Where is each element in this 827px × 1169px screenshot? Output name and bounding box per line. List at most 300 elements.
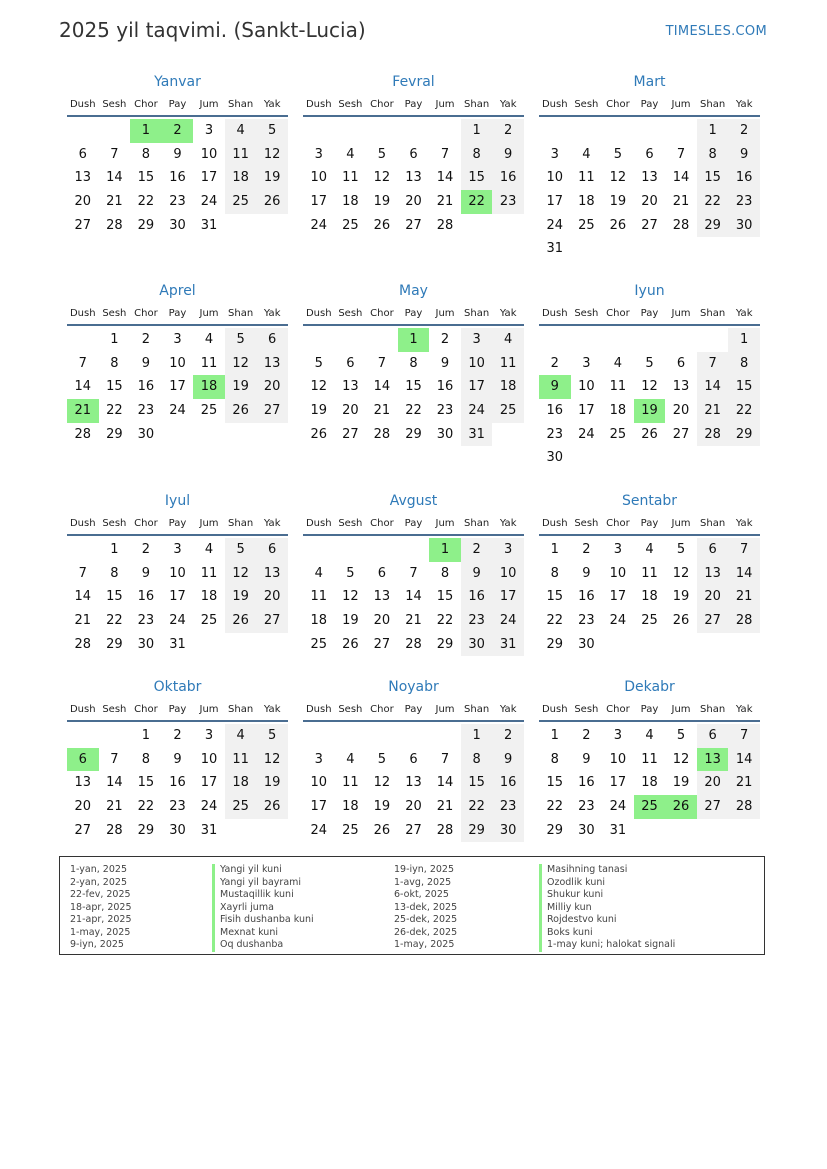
day-cell: 2: [173, 728, 182, 743]
day-cell: 21: [728, 771, 760, 795]
day-cell: 27: [405, 822, 422, 838]
weekday-label: Dush: [69, 704, 96, 715]
day-cell: 29: [546, 636, 564, 652]
weekday-label: Sesh: [102, 518, 127, 529]
day-cell: 11: [609, 379, 627, 395]
day-cell: 23: [461, 609, 493, 633]
day-cell: 27: [697, 609, 729, 633]
weekday-label: Chor: [370, 518, 394, 529]
day-cell: 22: [546, 613, 564, 629]
day-cell: 23: [492, 190, 524, 214]
holiday-day-cell: 6: [67, 748, 99, 772]
weekday-header: [303, 702, 524, 718]
month-7: [67, 492, 288, 656]
day-cell: 13: [405, 170, 422, 186]
legend-holiday-name: Xayrli juma: [212, 902, 314, 915]
day-cell: 24: [578, 426, 595, 442]
empty-cell: [335, 119, 367, 143]
holiday-day-cell: 9: [539, 375, 571, 399]
day-cell: 24: [169, 403, 186, 419]
day-cell: 14: [728, 748, 760, 772]
week-row: [303, 143, 524, 167]
empty-cell: [665, 328, 697, 352]
empty-cell: [728, 446, 760, 470]
day-cell: 5: [225, 538, 257, 562]
month-name: Oktabr: [153, 679, 202, 695]
day-cell: 18: [641, 775, 658, 791]
day-cell: 1: [697, 119, 729, 143]
day-cell: 9: [440, 355, 450, 371]
day-cell: 22: [697, 190, 729, 214]
day-cell: 22: [137, 799, 155, 815]
day-cell: 23: [578, 799, 595, 815]
day-cell: 12: [256, 748, 288, 772]
legend-dates-left: [70, 864, 132, 952]
day-cell: 6: [346, 355, 355, 371]
week-row: [67, 538, 288, 562]
weekday-label: Shan: [464, 99, 490, 110]
day-cell: 18: [225, 166, 257, 190]
week-row: [539, 399, 760, 423]
day-cell: 29: [106, 636, 123, 652]
day-cell: 12: [609, 170, 627, 186]
empty-cell: [303, 724, 335, 748]
day-cell: 8: [550, 751, 559, 767]
weekday-label: Chor: [606, 308, 630, 319]
week-row: [303, 819, 524, 843]
weekday-label: Chor: [606, 99, 630, 110]
day-cell: 1: [461, 119, 493, 143]
day-cell: 23: [169, 799, 186, 815]
week-row: [539, 375, 760, 399]
day-cell: 20: [74, 194, 92, 210]
day-cell: 16: [578, 589, 595, 605]
weekday-label: Pay: [168, 308, 187, 319]
weekday-label: Jum: [671, 308, 691, 319]
day-cell: 3: [204, 123, 214, 138]
week-row: [67, 214, 288, 238]
day-cell: 26: [672, 613, 690, 629]
day-cell: 25: [225, 190, 257, 214]
empty-cell: [67, 328, 99, 352]
weekday-header: [67, 516, 288, 532]
weekday-label: Shan: [700, 704, 726, 715]
day-cell: 10: [169, 565, 186, 581]
day-cell: 13: [373, 589, 391, 605]
weekday-label: Shan: [228, 308, 254, 319]
week-row: [539, 724, 760, 748]
weekday-label: Dush: [69, 308, 96, 319]
day-cell: 9: [492, 748, 524, 772]
day-cell: 29: [461, 819, 493, 843]
weekday-header: [67, 97, 288, 113]
month-3: [539, 73, 760, 261]
empty-cell: [571, 237, 603, 261]
day-cell: 28: [405, 636, 422, 652]
day-cell: 26: [609, 217, 627, 233]
weekday-label: Jum: [671, 99, 691, 110]
weekday-label: Shan: [228, 99, 254, 110]
day-cell: 5: [613, 146, 623, 162]
weekday-label: Chor: [134, 308, 158, 319]
day-cell: 2: [492, 119, 524, 143]
day-cell: 9: [492, 143, 524, 167]
day-cell: 28: [74, 636, 92, 652]
day-cell: 23: [546, 426, 564, 442]
brand-link[interactable]: TIMESLES.COM: [665, 24, 767, 39]
weekday-header: [539, 306, 760, 322]
day-cell: 19: [672, 775, 690, 791]
month-6: [539, 282, 760, 470]
day-cell: 3: [613, 542, 623, 557]
day-cell: 2: [582, 728, 591, 743]
week-row: [539, 237, 760, 261]
weekday-header: [539, 516, 760, 532]
day-cell: 20: [697, 585, 729, 609]
day-cell: 30: [546, 450, 564, 466]
legend-date: 1-yan, 2025: [70, 864, 127, 875]
empty-cell: [162, 423, 194, 447]
legend-date: 9-iyn, 2025: [70, 939, 124, 950]
day-cell: 18: [641, 589, 658, 605]
day-cell: 4: [645, 728, 654, 743]
empty-cell: [366, 538, 398, 562]
day-cell: 15: [137, 775, 155, 791]
weekday-header: [303, 516, 524, 532]
day-cell: 10: [609, 751, 627, 767]
day-cell: 14: [728, 562, 760, 586]
day-cell: 16: [728, 166, 760, 190]
week-row: [67, 119, 288, 143]
day-cell: 6: [409, 146, 418, 162]
day-cell: 12: [373, 170, 391, 186]
day-cell: 21: [697, 399, 729, 423]
day-cell: 24: [169, 613, 186, 629]
day-cell: 1: [461, 724, 493, 748]
weekday-label: Pay: [640, 704, 659, 715]
day-cell: 20: [405, 194, 422, 210]
week-row: [303, 585, 524, 609]
legend-holiday-name: Yangi yil bayrami: [212, 877, 314, 890]
day-cell: 27: [74, 217, 92, 233]
empty-cell: [225, 423, 257, 447]
day-cell: 11: [310, 589, 328, 605]
day-cell: 24: [310, 217, 328, 233]
day-cell: 13: [256, 562, 288, 586]
month-10: [67, 678, 288, 842]
week-row: [67, 190, 288, 214]
weekday-label: Sesh: [574, 308, 599, 319]
day-cell: 19: [256, 771, 288, 795]
week-row: [539, 166, 760, 190]
weekday-label: Yak: [263, 704, 281, 715]
day-cell: 17: [310, 194, 328, 210]
legend-names-left: [212, 864, 314, 952]
day-cell: 31: [200, 822, 218, 838]
empty-cell: [571, 119, 603, 143]
weekday-label: Jum: [199, 99, 219, 110]
day-cell: 27: [256, 399, 288, 423]
week-row: [303, 328, 524, 352]
day-cell: 20: [672, 403, 690, 419]
day-cell: 4: [314, 565, 323, 581]
weekday-label: Sesh: [338, 704, 363, 715]
day-cell: 5: [377, 751, 387, 767]
day-cell: 3: [492, 538, 524, 562]
day-cell: 15: [106, 379, 123, 395]
weekday-label: Pay: [404, 99, 423, 110]
weekday-label: Dush: [541, 308, 568, 319]
weekday-label: Pay: [640, 518, 659, 529]
week-row: [539, 771, 760, 795]
empty-cell: [602, 119, 634, 143]
day-cell: 10: [200, 146, 218, 162]
weekday-label: Dush: [541, 518, 568, 529]
day-cell: 19: [225, 585, 257, 609]
day-cell: 9: [141, 565, 151, 581]
day-cell: 3: [173, 332, 182, 347]
day-cell: 20: [256, 375, 288, 399]
day-cell: 23: [492, 795, 524, 819]
empty-cell: [571, 446, 603, 470]
empty-cell: [67, 724, 99, 748]
day-cell: 31: [546, 241, 564, 257]
day-cell: 6: [645, 146, 654, 162]
day-cell: 20: [697, 771, 729, 795]
day-cell: 1: [550, 728, 559, 743]
day-cell: 22: [728, 399, 760, 423]
empty-cell: [571, 328, 603, 352]
weekday-label: Shan: [464, 518, 490, 529]
day-cell: 13: [641, 170, 658, 186]
day-cell: 19: [373, 799, 391, 815]
day-cell: 8: [550, 565, 559, 581]
month-4: [67, 282, 288, 446]
day-cell: 15: [546, 775, 564, 791]
month-name: Sentabr: [621, 493, 678, 509]
day-cell: 14: [405, 589, 422, 605]
day-cell: 10: [461, 352, 493, 376]
day-cell: 15: [106, 589, 123, 605]
day-cell: 27: [672, 426, 690, 442]
day-cell: 23: [728, 190, 760, 214]
weekday-label: Jum: [435, 99, 455, 110]
day-cell: 14: [74, 379, 92, 395]
day-cell: 4: [225, 119, 257, 143]
weekday-label: Jum: [435, 308, 455, 319]
day-cell: 30: [169, 822, 186, 838]
weekday-label: Chor: [370, 308, 394, 319]
weekday-label: Dush: [69, 518, 96, 529]
day-cell: 30: [578, 822, 595, 838]
day-cell: 24: [200, 799, 218, 815]
day-cell: 9: [461, 562, 493, 586]
empty-cell: [602, 446, 634, 470]
weekday-header: [303, 97, 524, 113]
weekday-label: Pay: [640, 308, 659, 319]
weekday-label: Yak: [735, 518, 753, 529]
day-cell: 13: [405, 775, 422, 791]
day-cell: 7: [377, 355, 387, 371]
day-cell: 10: [200, 751, 218, 767]
empty-cell: [634, 119, 666, 143]
month-name: Mart: [633, 74, 666, 90]
legend-date: 22-fev, 2025: [70, 889, 131, 900]
day-cell: 19: [310, 403, 328, 419]
weekday-label: Jum: [671, 704, 691, 715]
legend-holiday-name: Boks kuni: [539, 927, 675, 940]
day-cell: 21: [436, 799, 454, 815]
day-cell: 3: [461, 328, 493, 352]
day-cell: 22: [436, 613, 454, 629]
header-rule: [67, 324, 288, 326]
day-cell: 7: [728, 538, 760, 562]
legend-date: 6-okt, 2025: [394, 889, 449, 900]
empty-cell: [366, 119, 398, 143]
day-cell: 7: [409, 565, 418, 581]
weekday-label: Dush: [305, 518, 332, 529]
day-cell: 16: [436, 379, 454, 395]
empty-cell: [665, 446, 697, 470]
month-8: [303, 492, 524, 656]
legend-date: 21-apr, 2025: [70, 914, 132, 925]
day-cell: 19: [225, 375, 257, 399]
empty-cell: [697, 237, 729, 261]
day-cell: 25: [225, 795, 257, 819]
day-cell: 5: [676, 542, 686, 557]
weekday-label: Jum: [671, 518, 691, 529]
month-name: May: [399, 283, 428, 299]
day-cell: 25: [200, 613, 218, 629]
weekday-label: Yak: [499, 308, 517, 319]
week-row: [303, 214, 524, 238]
empty-cell: [303, 538, 335, 562]
day-cell: 8: [409, 355, 418, 371]
week-row: [539, 352, 760, 376]
day-cell: 4: [204, 332, 214, 347]
day-cell: 5: [225, 328, 257, 352]
empty-cell: [728, 633, 760, 657]
empty-cell: [665, 633, 697, 657]
day-cell: 9: [173, 146, 182, 162]
day-cell: 24: [310, 822, 328, 838]
legend-holiday-name: Fisih dushanba kuni: [212, 914, 314, 927]
day-cell: 2: [582, 542, 591, 557]
day-cell: 31: [492, 633, 524, 657]
weekday-label: Pay: [404, 704, 423, 715]
day-cell: 22: [461, 795, 493, 819]
day-cell: 3: [314, 751, 323, 767]
weekday-label: Shan: [700, 308, 726, 319]
week-row: [539, 423, 760, 447]
week-row: [303, 375, 524, 399]
day-cell: 12: [373, 775, 391, 791]
empty-cell: [225, 214, 257, 238]
legend-holiday-name: Milliy kun: [539, 902, 675, 915]
day-cell: 31: [461, 423, 493, 447]
day-cell: 9: [582, 751, 591, 767]
weekday-label: Sesh: [338, 518, 363, 529]
day-cell: 20: [405, 799, 422, 815]
day-cell: 19: [256, 166, 288, 190]
legend-names-right: [539, 864, 675, 952]
day-cell: 15: [461, 771, 493, 795]
day-cell: 26: [373, 822, 391, 838]
day-cell: 12: [672, 565, 690, 581]
holiday-day-cell: 13: [697, 748, 729, 772]
day-cell: 15: [697, 166, 729, 190]
day-cell: 4: [645, 542, 654, 557]
day-cell: 25: [342, 217, 359, 233]
empty-cell: [366, 328, 398, 352]
day-cell: 27: [641, 217, 658, 233]
day-cell: 24: [546, 217, 564, 233]
legend-date: 25-dek, 2025: [394, 914, 458, 925]
day-cell: 16: [169, 775, 186, 791]
legend-holiday-name: Mexnat kuni: [212, 927, 314, 940]
weekday-label: Jum: [199, 518, 219, 529]
day-cell: 15: [436, 589, 454, 605]
day-cell: 17: [310, 799, 328, 815]
week-row: [67, 795, 288, 819]
day-cell: 29: [137, 217, 155, 233]
day-cell: 4: [225, 724, 257, 748]
legend-holiday-name: Rojdestvo kuni: [539, 914, 675, 927]
week-row: [539, 609, 760, 633]
weekday-label: Jum: [435, 518, 455, 529]
week-row: [539, 119, 760, 143]
day-cell: 23: [578, 613, 595, 629]
day-cell: 17: [492, 585, 524, 609]
day-cell: 6: [256, 538, 288, 562]
day-cell: 8: [461, 143, 493, 167]
weekday-label: Chor: [134, 99, 158, 110]
day-cell: 7: [728, 724, 760, 748]
day-cell: 7: [440, 146, 450, 162]
header-rule: [539, 534, 760, 536]
day-cell: 8: [110, 565, 119, 581]
day-cell: 10: [578, 379, 595, 395]
day-cell: 12: [310, 379, 328, 395]
empty-cell: [193, 423, 225, 447]
day-cell: 21: [436, 194, 454, 210]
day-cell: 14: [672, 170, 690, 186]
week-row: [539, 214, 760, 238]
day-cell: 11: [492, 352, 524, 376]
day-cell: 29: [697, 214, 729, 238]
day-cell: 13: [74, 775, 92, 791]
week-row: [303, 609, 524, 633]
weekday-label: Pay: [168, 704, 187, 715]
day-cell: 6: [676, 355, 686, 371]
weekday-label: Jum: [435, 704, 455, 715]
weekday-label: Yak: [499, 99, 517, 110]
week-row: [303, 352, 524, 376]
weekday-label: Pay: [640, 99, 659, 110]
empty-cell: [461, 214, 493, 238]
day-cell: 22: [137, 194, 155, 210]
day-cell: 2: [550, 355, 559, 371]
day-cell: 8: [461, 748, 493, 772]
week-row: [67, 724, 288, 748]
day-cell: 21: [106, 799, 123, 815]
day-cell: 28: [74, 426, 92, 442]
day-cell: 7: [697, 352, 729, 376]
day-cell: 13: [697, 562, 729, 586]
day-cell: 7: [78, 565, 87, 581]
weekday-label: Chor: [606, 518, 630, 529]
day-cell: 20: [342, 403, 359, 419]
